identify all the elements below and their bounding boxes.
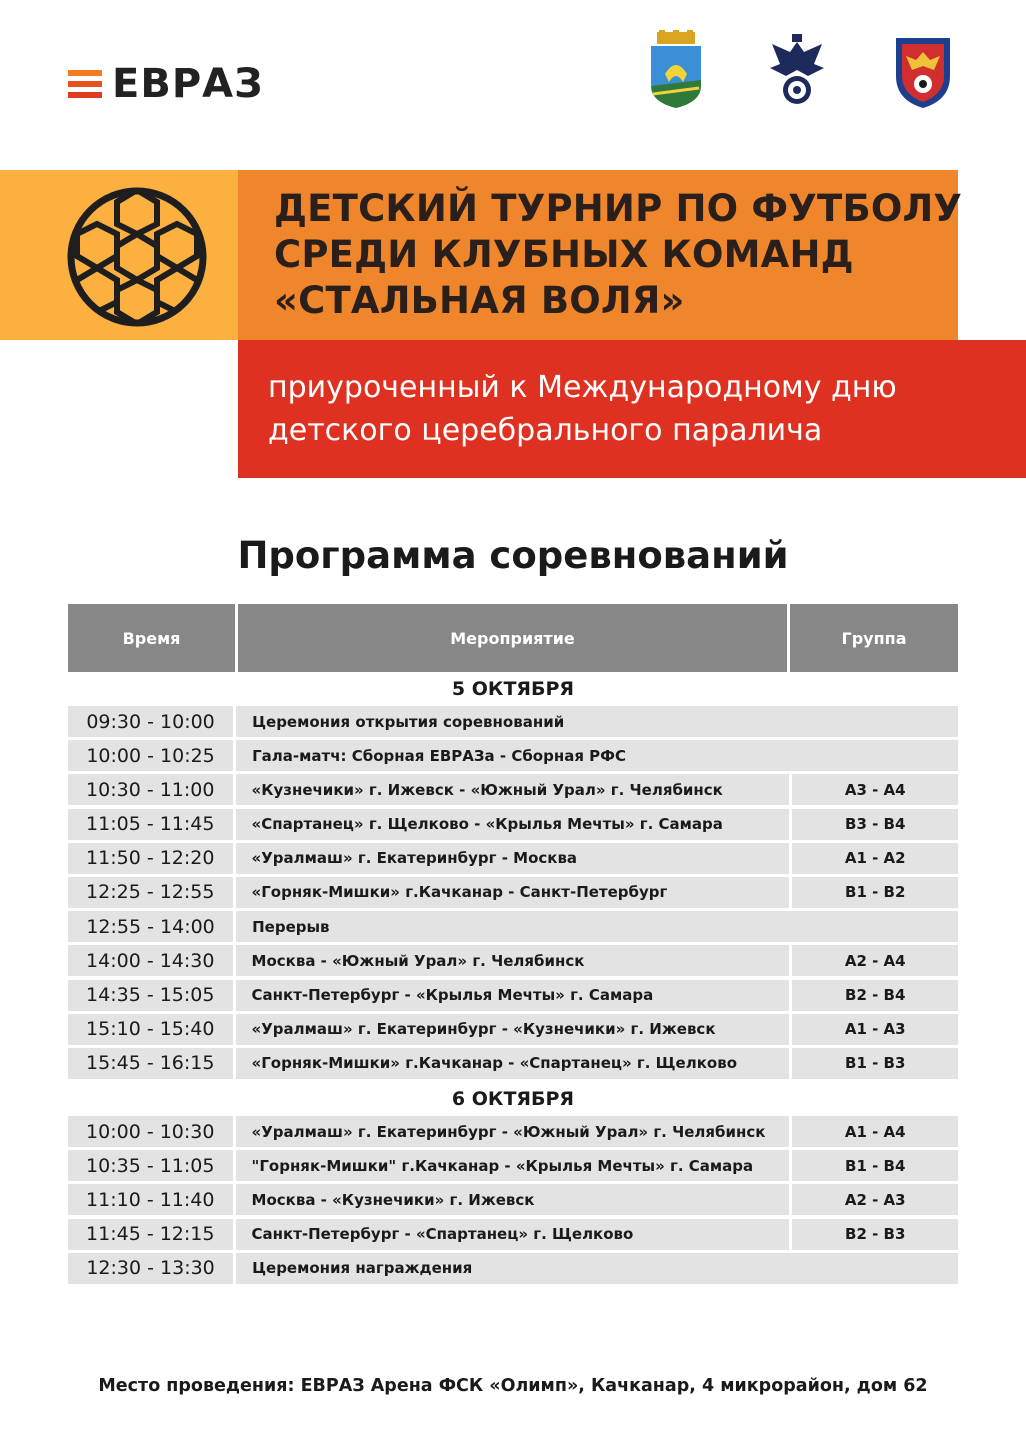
header-time: Время bbox=[68, 604, 235, 672]
day-heading: 6 ОКТЯБРЯ bbox=[451, 1088, 575, 1111]
cell-time: 10:00 - 10:30 bbox=[68, 1116, 233, 1147]
table-row bbox=[68, 945, 958, 976]
cell-time: 14:35 - 15:05 bbox=[68, 980, 233, 1011]
cell-event: «Уралмаш» г. Екатеринбург - «Южный Урал» г. Челябинск bbox=[236, 1116, 790, 1147]
cell-time: 15:45 - 16:15 bbox=[68, 1048, 233, 1079]
schedule-table bbox=[68, 604, 958, 1287]
table-header bbox=[68, 604, 958, 672]
title-line: ДЕТСКИЙ ТУРНИР ПО ФУТБОЛУ bbox=[274, 187, 963, 230]
cell-group: А3 - А4 bbox=[792, 774, 958, 805]
title-line: «СТАЛЬНАЯ ВОЛЯ» bbox=[274, 279, 685, 322]
table-row bbox=[68, 774, 958, 805]
evraz-logo bbox=[68, 61, 264, 107]
cell-event: «Кузнечики» г. Ижевск - «Южный Урал» г. Челябинск bbox=[236, 774, 790, 805]
cell-time: 15:10 - 15:40 bbox=[68, 1014, 233, 1045]
cell-time: 11:10 - 11:40 bbox=[68, 1184, 233, 1215]
cell-group: В3 - В4 bbox=[792, 809, 958, 840]
table-row bbox=[68, 706, 958, 737]
title-line: СРЕДИ КЛУБНЫХ КОМАНД bbox=[274, 233, 854, 276]
cell-event: Гала-матч: Сборная ЕВРАЗа - Сборная РФС bbox=[236, 740, 958, 771]
cell-time: 11:45 - 12:15 bbox=[68, 1219, 233, 1250]
cell-time: 12:25 - 12:55 bbox=[68, 877, 233, 908]
header-event: Мероприятие bbox=[238, 604, 787, 672]
cell-group: В2 - В3 bbox=[792, 1219, 958, 1250]
cell-group: А1 - А3 bbox=[792, 1014, 958, 1045]
cell-event: «Горняк-Мишки» г.Качканар - Санкт-Петербург bbox=[236, 877, 790, 908]
subtitle-line: детского церебрального паралича bbox=[268, 413, 823, 448]
cell-group: В2 - В4 bbox=[792, 980, 958, 1011]
cell-event: Санкт-Петербург - «Крылья Мечты» г. Самара bbox=[236, 980, 790, 1011]
tournament-subtitle bbox=[268, 366, 1008, 452]
table-row bbox=[68, 1184, 958, 1215]
cell-time: 12:55 - 14:00 bbox=[68, 911, 233, 942]
cell-group: В1 - В2 bbox=[792, 877, 958, 908]
logo-text: ЕВРАЗ bbox=[112, 61, 264, 107]
cell-event: «Горняк-Мишки» г.Качканар - «Спартанец» г. Щелково bbox=[236, 1048, 790, 1079]
table-row bbox=[68, 1150, 958, 1181]
cell-time: 10:30 - 11:00 bbox=[68, 774, 233, 805]
football-union-eagle-icon bbox=[764, 30, 830, 110]
cell-time: 12:30 - 13:30 bbox=[68, 1253, 233, 1284]
cell-group: В1 - В4 bbox=[792, 1150, 958, 1181]
day-heading: 5 ОКТЯБРЯ bbox=[451, 678, 575, 700]
cell-group: В1 - В3 bbox=[792, 1048, 958, 1079]
cell-event: «Уралмаш» г. Екатеринбург - «Кузнечики» г. Ижевск bbox=[236, 1014, 790, 1045]
cell-event: "Горняк-Мишки" г.Качканар - «Крылья Мечты» г. Самара bbox=[236, 1150, 790, 1181]
cell-time: 14:00 - 14:30 bbox=[68, 945, 233, 976]
table-row bbox=[68, 1116, 958, 1147]
table-row bbox=[68, 809, 958, 840]
cell-time: 11:50 - 12:20 bbox=[68, 843, 233, 874]
cell-event: Москва - «Кузнечики» г. Ижевск bbox=[236, 1184, 790, 1215]
cell-event: «Уралмаш» г. Екатеринбург - Москва bbox=[236, 843, 790, 874]
soccer-ball-icon bbox=[66, 186, 208, 328]
table-row bbox=[68, 980, 958, 1011]
cell-time: 11:05 - 11:45 bbox=[68, 809, 233, 840]
cell-event: «Спартанец» г. Щелково - «Крылья Мечты» г. Самара bbox=[236, 809, 790, 840]
subtitle-line: приуроченный к Международному дню bbox=[268, 370, 897, 405]
table-row bbox=[68, 1048, 958, 1079]
cell-time: 10:00 - 10:25 bbox=[68, 740, 233, 771]
table-row bbox=[68, 843, 958, 874]
cell-group: А2 - А4 bbox=[792, 945, 958, 976]
table-row bbox=[68, 877, 958, 908]
header-group: Группа bbox=[790, 604, 958, 672]
venue-text: Место проведения: ЕВРАЗ Арена ФСК «Олимп», Качканар, 4 микрорайон, дом 62 bbox=[98, 1376, 928, 1396]
program-title: Программа соревнований bbox=[237, 534, 789, 577]
city-coat-of-arms-icon bbox=[643, 30, 709, 110]
cell-group: А1 - А4 bbox=[792, 1116, 958, 1147]
table-row bbox=[68, 1014, 958, 1045]
cell-group: А2 - А3 bbox=[792, 1184, 958, 1215]
table-row bbox=[68, 740, 958, 771]
cell-event: Перерыв bbox=[236, 911, 958, 942]
football-federation-shield-icon bbox=[890, 30, 956, 110]
cell-event: Санкт-Петербург - «Спартанец» г. Щелково bbox=[236, 1219, 790, 1250]
tournament-title bbox=[274, 186, 963, 324]
cell-event: Церемония награждения bbox=[236, 1253, 958, 1284]
evraz-logo-mark-icon bbox=[68, 67, 102, 101]
cell-group: А1 - А2 bbox=[792, 843, 958, 874]
table-body bbox=[68, 672, 958, 1284]
table-row bbox=[68, 911, 958, 942]
cell-event: Москва - «Южный Урал» г. Челябинск bbox=[236, 945, 790, 976]
table-row bbox=[68, 1253, 958, 1284]
table-row bbox=[68, 1219, 958, 1250]
cell-time: 09:30 - 10:00 bbox=[68, 706, 233, 737]
cell-time: 10:35 - 11:05 bbox=[68, 1150, 233, 1181]
cell-event: Церемония открытия соревнований bbox=[236, 706, 958, 737]
